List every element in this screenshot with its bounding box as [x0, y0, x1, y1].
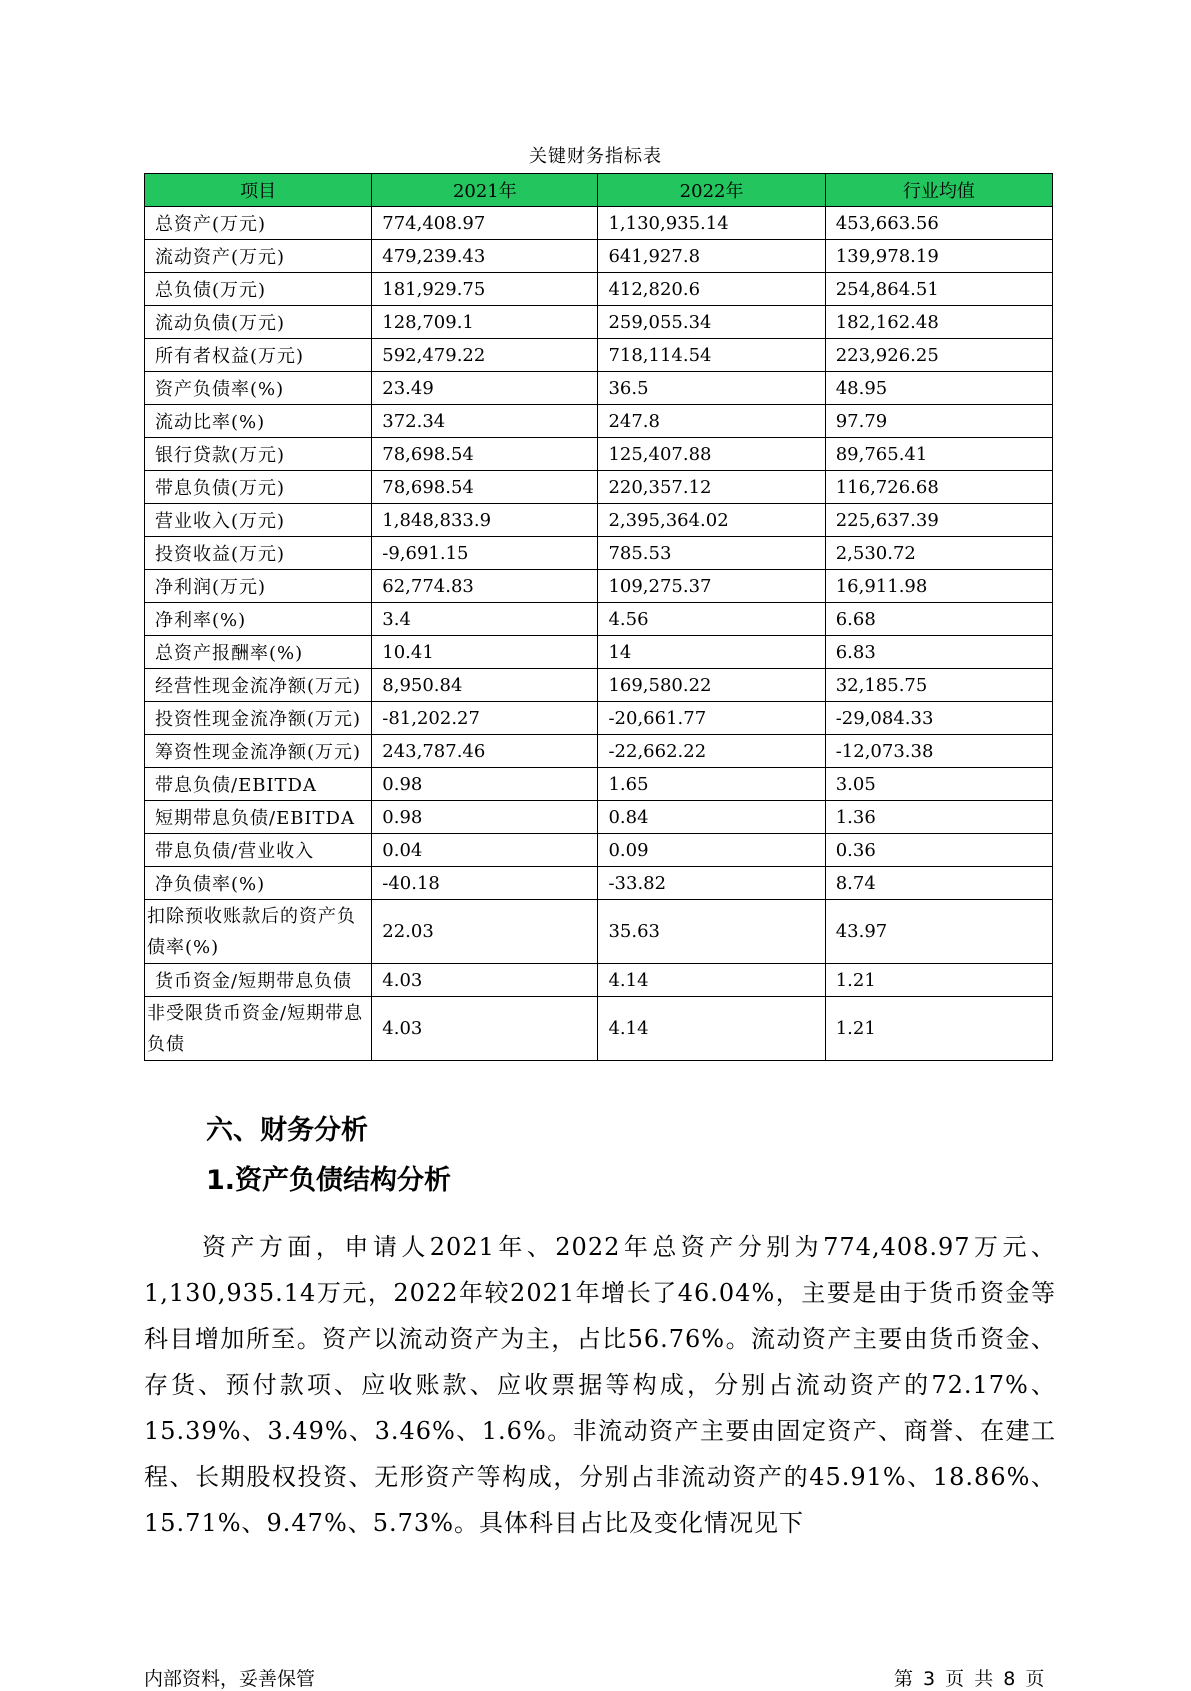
cell-2021: -9,691.15 — [372, 537, 598, 570]
cell-industry: 89,765.41 — [825, 438, 1052, 471]
table-row — [145, 438, 1053, 471]
header-2021: 2021年 — [372, 174, 598, 207]
row-label: 净负债率(%) — [145, 867, 372, 900]
cell-2022: 0.09 — [598, 834, 825, 867]
body-paragraph: 资产方面，申请人2021年、2022年总资产分别为774,408.97万元、1,130,935.14万元，2022年较2021年增长了46.04%，主要是由于货币资金等科目增加所至。资产以流动资产为主，占比56.76%。流动资产主要由货币资金、存货、预付款项、应收账款、应收票据等构成，分别占流动资产的72.17%、15.39%、3.49%、3.46%、1.6%。非流动资产主要由固定资产、商誉、在建工程、长期股权投资、无形资产等构成，分别占非流动资产的45.91%、18.86%、15.71%、9.47%、5.73%。具体科目占比及变化情况见下 — [144, 1233, 1056, 1537]
financial-indicators-table — [144, 173, 1053, 1061]
cell-2021: 372.34 — [372, 405, 598, 438]
cell-2022: 109,275.37 — [598, 570, 825, 603]
table-row — [145, 964, 1053, 997]
cell-industry: 116,726.68 — [825, 471, 1052, 504]
table-header-row — [145, 174, 1053, 207]
row-label: 流动资产(万元) — [145, 240, 372, 273]
table-row — [145, 900, 1053, 964]
cell-2021: -40.18 — [372, 867, 598, 900]
row-label: 短期带息负债/EBITDA — [145, 801, 372, 834]
row-label: 银行贷款(万元) — [145, 438, 372, 471]
row-label: 带息负债/EBITDA — [145, 768, 372, 801]
cell-2022: -22,662.22 — [598, 735, 825, 768]
table-row — [145, 636, 1053, 669]
cell-2022: 4.14 — [598, 997, 825, 1061]
cell-2021: 479,239.43 — [372, 240, 598, 273]
table-caption: 关键财务指标表 — [529, 146, 662, 167]
row-label: 所有者权益(万元) — [145, 339, 372, 372]
cell-industry: 453,663.56 — [825, 207, 1052, 240]
cell-2021: 22.03 — [372, 900, 598, 964]
cell-2022: 718,114.54 — [598, 339, 825, 372]
cell-industry: 8.74 — [825, 867, 1052, 900]
cell-industry: 0.36 — [825, 834, 1052, 867]
cell-2022: 4.56 — [598, 603, 825, 636]
cell-2022: 785.53 — [598, 537, 825, 570]
cell-2022: -20,661.77 — [598, 702, 825, 735]
cell-2021: 181,929.75 — [372, 273, 598, 306]
row-label: 流动比率(%) — [145, 405, 372, 438]
table-row — [145, 834, 1053, 867]
cell-2021: 774,408.97 — [372, 207, 598, 240]
table-row — [145, 240, 1053, 273]
cell-2022: 220,357.12 — [598, 471, 825, 504]
row-label: 总资产(万元) — [145, 207, 372, 240]
row-label: 净利率(%) — [145, 603, 372, 636]
row-label: 带息负债/营业收入 — [145, 834, 372, 867]
row-label: 扣除预收账款后的资产负债率(%) — [145, 900, 372, 964]
cell-2021: 4.03 — [372, 964, 598, 997]
section-subtitle: 1.资产负债结构分析 — [206, 1165, 452, 1196]
row-label: 资产负债率(%) — [145, 372, 372, 405]
table-row — [145, 570, 1053, 603]
cell-industry: 1.21 — [825, 964, 1052, 997]
cell-2022: 4.14 — [598, 964, 825, 997]
cell-2022: 259,055.34 — [598, 306, 825, 339]
cell-industry: -29,084.33 — [825, 702, 1052, 735]
section-title: 六、财务分析 — [206, 1115, 368, 1146]
table-row — [145, 306, 1053, 339]
table-row — [145, 405, 1053, 438]
row-label: 总负债(万元) — [145, 273, 372, 306]
row-label: 筹资性现金流净额(万元) — [145, 735, 372, 768]
table-row — [145, 735, 1053, 768]
cell-industry: 182,162.48 — [825, 306, 1052, 339]
cell-industry: 2,530.72 — [825, 537, 1052, 570]
cell-2022: 14 — [598, 636, 825, 669]
cell-2021: 4.03 — [372, 997, 598, 1061]
cell-2022: 35.63 — [598, 900, 825, 964]
row-label: 流动负债(万元) — [145, 306, 372, 339]
cell-2021: 3.4 — [372, 603, 598, 636]
table-row — [145, 207, 1053, 240]
table-row — [145, 669, 1053, 702]
cell-industry: 1.21 — [825, 997, 1052, 1061]
table-row — [145, 339, 1053, 372]
cell-2021: 0.98 — [372, 801, 598, 834]
table-row — [145, 997, 1053, 1061]
cell-2021: 0.98 — [372, 768, 598, 801]
header-2022: 2022年 — [598, 174, 825, 207]
table-row — [145, 702, 1053, 735]
cell-industry: 97.79 — [825, 405, 1052, 438]
row-label: 净利润(万元) — [145, 570, 372, 603]
cell-2021: 592,479.22 — [372, 339, 598, 372]
cell-industry: 254,864.51 — [825, 273, 1052, 306]
cell-2022: 412,820.6 — [598, 273, 825, 306]
cell-2021: 128,709.1 — [372, 306, 598, 339]
cell-2021: 8,950.84 — [372, 669, 598, 702]
cell-industry: 16,911.98 — [825, 570, 1052, 603]
cell-2022: 641,927.8 — [598, 240, 825, 273]
table-row — [145, 471, 1053, 504]
cell-2021: 78,698.54 — [372, 438, 598, 471]
header-industry-avg: 行业均值 — [825, 174, 1052, 207]
cell-2022: 169,580.22 — [598, 669, 825, 702]
row-label: 总资产报酬率(%) — [145, 636, 372, 669]
row-label: 投资收益(万元) — [145, 537, 372, 570]
table-row — [145, 867, 1053, 900]
row-label: 经营性现金流净额(万元) — [145, 669, 372, 702]
cell-industry: -12,073.38 — [825, 735, 1052, 768]
cell-industry: 1.36 — [825, 801, 1052, 834]
table-row — [145, 273, 1053, 306]
cell-2022: 1.65 — [598, 768, 825, 801]
cell-2021: 23.49 — [372, 372, 598, 405]
cell-2021: -81,202.27 — [372, 702, 598, 735]
cell-2022: 36.5 — [598, 372, 825, 405]
cell-industry: 32,185.75 — [825, 669, 1052, 702]
cell-industry: 48.95 — [825, 372, 1052, 405]
cell-industry: 223,926.25 — [825, 339, 1052, 372]
row-label: 投资性现金流净额(万元) — [145, 702, 372, 735]
row-label: 货币资金/短期带息负债 — [145, 964, 372, 997]
row-label: 营业收入(万元) — [145, 504, 372, 537]
row-label: 带息负债(万元) — [145, 471, 372, 504]
table-row — [145, 372, 1053, 405]
table-row — [145, 603, 1053, 636]
cell-industry: 3.05 — [825, 768, 1052, 801]
table-row — [145, 537, 1053, 570]
cell-2022: -33.82 — [598, 867, 825, 900]
cell-industry: 225,637.39 — [825, 504, 1052, 537]
page-number: 第 3 页 共 8 页 — [894, 1668, 1045, 1690]
cell-2021: 243,787.46 — [372, 735, 598, 768]
header-item: 项目 — [145, 174, 372, 207]
cell-2021: 62,774.83 — [372, 570, 598, 603]
cell-industry: 6.83 — [825, 636, 1052, 669]
cell-2022: 125,407.88 — [598, 438, 825, 471]
cell-2022: 0.84 — [598, 801, 825, 834]
table-row — [145, 504, 1053, 537]
footer-confidential: 内部资料，妥善保管 — [144, 1668, 316, 1690]
cell-2021: 1,848,833.9 — [372, 504, 598, 537]
cell-2022: 247.8 — [598, 405, 825, 438]
cell-2021: 10.41 — [372, 636, 598, 669]
cell-2022: 2,395,364.02 — [598, 504, 825, 537]
cell-industry: 139,978.19 — [825, 240, 1052, 273]
table-row — [145, 801, 1053, 834]
cell-2021: 0.04 — [372, 834, 598, 867]
cell-2021: 78,698.54 — [372, 471, 598, 504]
cell-industry: 43.97 — [825, 900, 1052, 964]
cell-industry: 6.68 — [825, 603, 1052, 636]
table-row — [145, 768, 1053, 801]
row-label: 非受限货币资金/短期带息负债 — [145, 997, 372, 1061]
cell-2022: 1,130,935.14 — [598, 207, 825, 240]
